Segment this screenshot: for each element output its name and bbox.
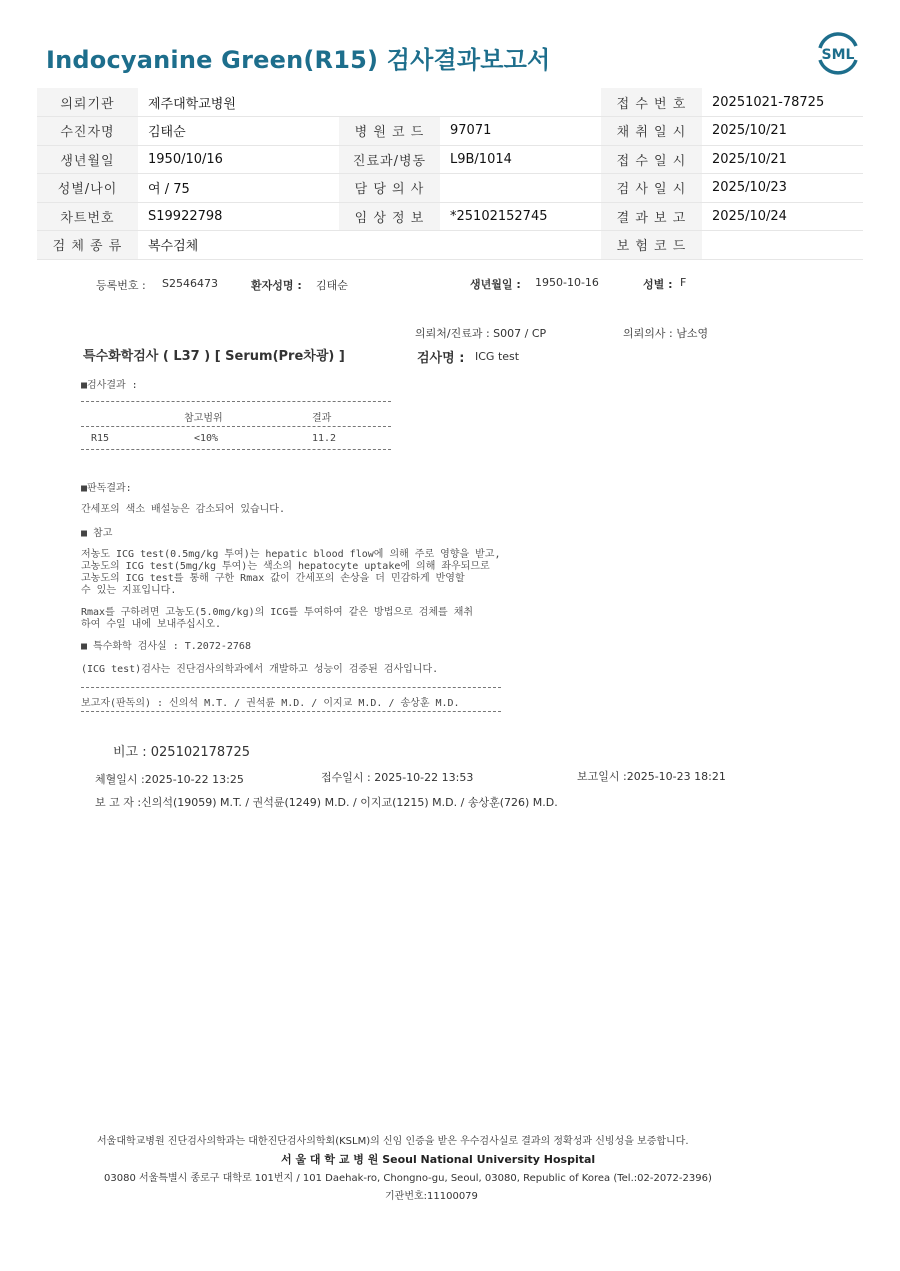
info-row <box>37 231 863 260</box>
ref-header: ■ 참고 <box>81 528 113 539</box>
info-label: 진료과/병동 <box>339 145 440 174</box>
info-label: 검 사 일 시 <box>601 174 702 203</box>
collect-time: 체혈일시 :2025-10-22 13:25 <box>95 773 244 786</box>
report-time: 보고일시 :2025-10-23 18:21 <box>577 770 726 783</box>
reporters: 보 고 자 :신의석(19059) M.T. / 권석륜(1249) M.D. / 이지교(1215) M.D. / 송상훈(726) M.D. <box>95 796 558 809</box>
info-label: 채 취 일 시 <box>601 117 702 146</box>
hospital-name: 서 울 대 학 교 병 원 Seoul National University Hospital <box>281 1153 596 1166</box>
info-value <box>440 231 601 260</box>
remark: 비고 : 025102178725 <box>113 745 251 760</box>
table-rule-top <box>81 401 391 402</box>
lab-line: ■ 특수화학 검사실 : T.2072-2768 <box>81 641 251 652</box>
info-value: 제주대학교병원 <box>138 88 339 117</box>
sml-logo <box>814 30 862 76</box>
info-value: 2025/10/21 <box>702 145 863 174</box>
ref-line: 고농도의 ICG test를 통해 구한 Rmax 값이 간세포의 손상을 더 민감하게 반영할 <box>81 573 465 584</box>
table-rule-mid <box>81 426 391 427</box>
info-value: S19922798 <box>138 202 339 231</box>
row-result: 11.2 <box>312 433 337 444</box>
reg-no-label: 등록번호 : <box>96 279 146 292</box>
ref-line: 저농도 ICG test(0.5mg/kg 투여)는 hepatic blood flow에 의해 주로 영향을 받고, <box>81 549 501 560</box>
info-row <box>37 145 863 174</box>
info-label: 의뢰기관 <box>37 88 138 117</box>
col-ref-range: 참고범위 <box>184 413 223 424</box>
test-name-value: ICG test <box>475 350 520 363</box>
info-label: 임 상 정 보 <box>339 202 440 231</box>
info-label: 병 원 코 드 <box>339 117 440 146</box>
patient-name-label: 환자성명 : <box>251 279 302 292</box>
table-rule-bottom <box>81 449 391 450</box>
info-value: 2025/10/21 <box>702 117 863 146</box>
info-value: 20251021-78725 <box>702 88 863 117</box>
reporter-rule-bottom <box>81 711 501 712</box>
info-label: 담 당 의 사 <box>339 174 440 203</box>
sex-label: 성별 : <box>643 278 673 291</box>
info-row <box>37 174 863 203</box>
info-label: 접 수 일 시 <box>601 145 702 174</box>
info-value: *25102152745 <box>440 202 601 231</box>
dob-value: 1950-10-16 <box>535 276 599 289</box>
judge-header: ■판독결과: <box>81 483 132 494</box>
cert-text: 서울대학교병원 진단검사의학과는 대한진단검사의학회(KSLM)의 신임 인증을 받은 우수검사실로 결과의 정확성과 신빙성을 보증합니다. <box>97 1136 689 1147</box>
validated-text: (ICG test)검사는 진단검사의학과에서 개발하고 성능이 검증된 검사입니다. <box>81 664 439 675</box>
doctor-info: 의뢰의사 : 남소영 <box>623 327 709 340</box>
info-value: 복수검체 <box>138 231 339 260</box>
info-label: 접 수 번 호 <box>601 88 702 117</box>
dept-info: 의뢰처/진료과 : S007 / CP <box>415 327 547 340</box>
info-label <box>339 231 440 260</box>
judge-text: 간세포의 색소 배설능은 감소되어 있습니다. <box>81 504 285 515</box>
reg-no-value: S2546473 <box>162 277 218 290</box>
info-value: 2025/10/24 <box>702 202 863 231</box>
rmax-line: 하여 수일 내에 보내주십시오. <box>81 619 222 630</box>
sex-value: F <box>680 276 687 289</box>
logo-arc-top <box>820 34 856 48</box>
info-row <box>37 202 863 231</box>
ref-line: 고농도의 ICG test(5mg/kg 투여)는 색소의 hepatocyte uptake에 의해 좌우되므로 <box>81 561 490 572</box>
result-header: ■검사결과 : <box>81 380 138 391</box>
col-result: 결과 <box>312 413 332 424</box>
info-value: 1950/10/16 <box>138 145 339 174</box>
dob-label: 생년월일 : <box>470 278 521 291</box>
institution-number: 기관번호:11100079 <box>385 1191 478 1202</box>
info-value <box>440 88 601 117</box>
info-label <box>339 88 440 117</box>
ref-line: 수 있는 지표입니다. <box>81 585 177 596</box>
info-row <box>37 88 863 117</box>
info-label: 성별/나이 <box>37 174 138 203</box>
info-value <box>702 231 863 260</box>
receive-time: 접수일시 : 2025-10-22 13:53 <box>321 771 474 784</box>
logo-text: SML <box>821 47 855 63</box>
info-value: 97071 <box>440 117 601 146</box>
reporter-line: 보고자(판독의) : 신의석 M.T. / 권석륜 M.D. / 이지교 M.D. / 송상훈 M.D. <box>81 698 460 709</box>
info-value: 여 / 75 <box>138 174 339 203</box>
info-label: 생년월일 <box>37 145 138 174</box>
reporter-rule-top <box>81 687 501 688</box>
row-test: R15 <box>91 433 110 444</box>
info-row <box>37 117 863 146</box>
patient-info-table <box>37 88 863 260</box>
info-label: 수진자명 <box>37 117 138 146</box>
info-value: 2025/10/23 <box>702 174 863 203</box>
info-value <box>440 174 601 203</box>
report-title: Indocyanine Green(R15) 검사결과보고서 <box>46 46 551 74</box>
row-ref-range: <10% <box>194 433 219 444</box>
scanned-report <box>0 260 900 1260</box>
info-label: 검 체 종 류 <box>37 231 138 260</box>
info-value: L9B/1014 <box>440 145 601 174</box>
info-value: 김태순 <box>138 117 339 146</box>
patient-name-value: 김태순 <box>316 279 348 292</box>
info-label: 결 과 보 고 <box>601 202 702 231</box>
hospital-address: 03080 서울특별시 종로구 대학로 101번지 / 101 Daehak-ro, Chongno-gu, Seoul, 03080, Republic of Korea (Tel.:02-2072-2396) <box>104 1173 712 1184</box>
test-name-label: 검사명 : <box>417 351 465 366</box>
section-title: 특수화학검사 ( L37 ) [ Serum(Pre차광) ] <box>83 349 345 364</box>
rmax-line: Rmax를 구하려면 고농도(5.0mg/kg)의 ICG를 투여하여 같은 방법으로 검체를 채취 <box>81 607 474 618</box>
info-label: 차트번호 <box>37 202 138 231</box>
info-label: 보 험 코 드 <box>601 231 702 260</box>
